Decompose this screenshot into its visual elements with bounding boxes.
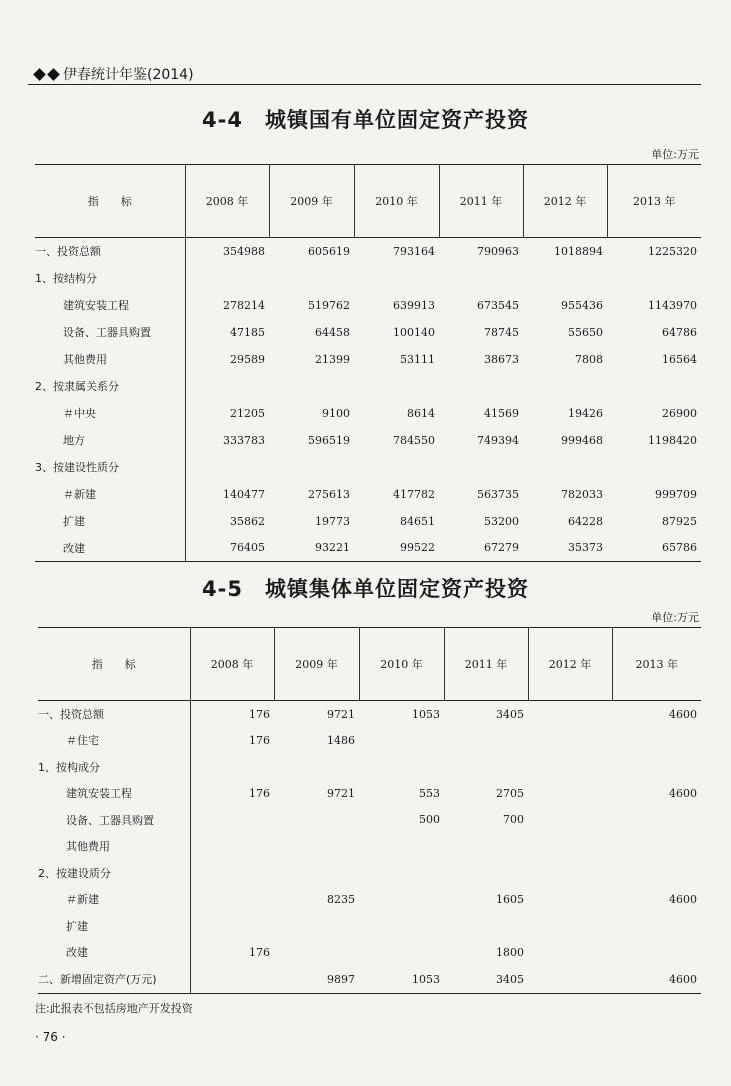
- value-cell: 1143970: [648, 298, 697, 312]
- value-cell: [359, 913, 444, 940]
- value-cell: 596519: [308, 433, 350, 447]
- value-cell: 784550: [393, 433, 435, 447]
- value-cell: [274, 833, 359, 860]
- table2-body: [38, 701, 701, 994]
- value-cell: [444, 913, 528, 940]
- header-rule: [28, 84, 701, 85]
- indicator-column-header: 指 标: [91, 658, 136, 671]
- value-cell: [274, 913, 359, 940]
- table-row: [35, 346, 701, 373]
- value-cell: 176: [249, 733, 270, 747]
- table2-header: [38, 628, 701, 701]
- value-cell: [359, 833, 444, 860]
- value-cell: 700: [503, 813, 524, 827]
- table1-title: 4-4 城镇国有单位固定资产投资: [202, 108, 529, 132]
- value-cell: [354, 265, 439, 292]
- year-column-header: 2009 年: [269, 165, 354, 238]
- value-cell: 3405: [496, 707, 524, 721]
- table-row: [35, 508, 701, 535]
- header-row: [35, 165, 701, 238]
- value-cell: 1800: [496, 945, 524, 959]
- value-cell: 999709: [655, 487, 697, 501]
- value-cell: 87925: [662, 514, 697, 528]
- value-cell: 7808: [575, 352, 603, 366]
- diamond-icon: [33, 68, 46, 81]
- value-cell: [359, 727, 444, 754]
- value-cell: 2705: [496, 786, 524, 800]
- value-cell: [190, 966, 274, 994]
- row-label: 其他费用: [35, 346, 185, 373]
- value-cell: [523, 454, 607, 481]
- value-cell: [444, 727, 528, 754]
- row-label: 扩建: [35, 508, 185, 535]
- row-label: 改建: [35, 535, 185, 562]
- row-label: 建筑安装工程: [35, 292, 185, 319]
- year-column-header: 2013 年: [612, 628, 701, 701]
- value-cell: [607, 265, 701, 292]
- footnote: 注:此报表不包括房地产开发投资: [35, 1002, 193, 1015]
- table-row: [35, 292, 701, 319]
- running-header: [35, 64, 194, 84]
- table-row: [35, 454, 701, 481]
- value-cell: [528, 886, 612, 913]
- value-cell: 140477: [223, 487, 265, 501]
- value-cell: 793164: [393, 244, 435, 258]
- table-row: [38, 701, 701, 728]
- value-cell: 84651: [400, 514, 435, 528]
- value-cell: 26900: [662, 406, 697, 420]
- value-cell: 275613: [308, 487, 350, 501]
- row-label: 1、按构成分: [38, 754, 190, 781]
- value-cell: 9721: [327, 786, 355, 800]
- row-label: 一、投资总额: [38, 701, 190, 728]
- value-cell: [612, 913, 701, 940]
- value-cell: [528, 966, 612, 994]
- value-cell: [523, 265, 607, 292]
- value-cell: 417782: [393, 487, 435, 501]
- table-row: [38, 780, 701, 807]
- value-cell: [612, 939, 701, 966]
- row-label: ＃中央: [35, 400, 185, 427]
- value-cell: [528, 780, 612, 807]
- value-cell: 9721: [327, 707, 355, 721]
- value-cell: [190, 833, 274, 860]
- value-cell: 55650: [568, 325, 603, 339]
- value-cell: 19426: [568, 406, 603, 420]
- value-cell: 4600: [669, 892, 697, 906]
- value-cell: 500: [419, 813, 440, 827]
- value-cell: 790963: [477, 244, 519, 258]
- table-row: [35, 481, 701, 508]
- year-column-header: 2011 年: [444, 628, 528, 701]
- value-cell: 553: [419, 786, 440, 800]
- value-cell: [359, 886, 444, 913]
- value-cell: [612, 807, 701, 834]
- value-cell: 53200: [484, 514, 519, 528]
- table-row: [38, 886, 701, 913]
- row-label: 建筑安装工程: [38, 780, 190, 807]
- year-column-header: 2010 年: [359, 628, 444, 701]
- row-label: ＃新建: [35, 481, 185, 508]
- row-label: 2、按建设质分: [38, 860, 190, 887]
- value-cell: [528, 701, 612, 728]
- table2-title: 4-5 城镇集体单位固定资产投资: [202, 577, 529, 601]
- value-cell: 1053: [412, 972, 440, 986]
- value-cell: [274, 807, 359, 834]
- value-cell: [185, 265, 269, 292]
- value-cell: [185, 454, 269, 481]
- value-cell: 1605: [496, 892, 524, 906]
- year-column-header: 2013 年: [607, 165, 701, 238]
- value-cell: [269, 454, 354, 481]
- table-row: [35, 319, 701, 346]
- value-cell: [528, 913, 612, 940]
- row-label: ＃住宅: [38, 727, 190, 754]
- table-row: [35, 400, 701, 427]
- table-row: [38, 807, 701, 834]
- table-row: [38, 860, 701, 887]
- value-cell: [190, 913, 274, 940]
- value-cell: [354, 454, 439, 481]
- value-cell: 16564: [662, 352, 697, 366]
- value-cell: [444, 833, 528, 860]
- table2: [38, 627, 701, 994]
- value-cell: 4600: [669, 786, 697, 800]
- indicator-column-header: 指 标: [87, 195, 132, 208]
- year-column-header: 2011 年: [439, 165, 523, 238]
- value-cell: 41569: [484, 406, 519, 420]
- table1: [35, 164, 701, 562]
- value-cell: [439, 265, 523, 292]
- row-label: 其他费用: [38, 833, 190, 860]
- value-cell: 47185: [230, 325, 265, 339]
- table1-header: [35, 165, 701, 238]
- value-cell: 67279: [484, 541, 519, 555]
- value-cell: [190, 860, 274, 887]
- page-number: · 76 ·: [35, 1030, 66, 1044]
- value-cell: 100140: [393, 325, 435, 339]
- table2-unit: 单位:万元: [651, 611, 699, 624]
- year-column-header: 2008 年: [185, 165, 269, 238]
- value-cell: [607, 454, 701, 481]
- value-cell: 1053: [412, 707, 440, 721]
- value-cell: [354, 373, 439, 400]
- value-cell: 4600: [669, 707, 697, 721]
- value-cell: [274, 860, 359, 887]
- year-column-header: 2012 年: [523, 165, 607, 238]
- value-cell: [359, 754, 444, 781]
- value-cell: [190, 754, 274, 781]
- row-label: 二、新增固定资产(万元): [38, 966, 190, 994]
- row-label: 设备、工器具购置: [38, 807, 190, 834]
- value-cell: 9100: [322, 406, 350, 420]
- value-cell: 99522: [400, 541, 435, 555]
- row-label: 改建: [38, 939, 190, 966]
- value-cell: 1486: [327, 733, 355, 747]
- value-cell: 4600: [669, 972, 697, 986]
- value-cell: [359, 860, 444, 887]
- value-cell: [612, 727, 701, 754]
- table-row: [38, 939, 701, 966]
- value-cell: [439, 454, 523, 481]
- value-cell: 1225320: [648, 244, 697, 258]
- value-cell: 19773: [315, 514, 350, 528]
- value-cell: 8614: [407, 406, 435, 420]
- row-label: ＃新建: [38, 886, 190, 913]
- table-row: [35, 427, 701, 454]
- year-column-header: 2009 年: [274, 628, 359, 701]
- value-cell: 64786: [662, 325, 697, 339]
- value-cell: 333783: [223, 433, 265, 447]
- row-label: 3、按建设性质分: [35, 454, 185, 481]
- value-cell: 176: [249, 707, 270, 721]
- table-row: [38, 754, 701, 781]
- row-label: 2、按隶属关系分: [35, 373, 185, 400]
- table-row: [38, 727, 701, 754]
- value-cell: 749394: [477, 433, 519, 447]
- table-row: [38, 913, 701, 940]
- table1-body: [35, 238, 701, 562]
- value-cell: 64228: [568, 514, 603, 528]
- value-cell: [528, 860, 612, 887]
- value-cell: [274, 939, 359, 966]
- table-row: [35, 373, 701, 400]
- row-label: 一、投资总额: [35, 238, 185, 265]
- diamond-icon: [47, 68, 60, 81]
- value-cell: 9897: [327, 972, 355, 986]
- value-cell: 21205: [230, 406, 265, 420]
- value-cell: 78745: [484, 325, 519, 339]
- value-cell: 21399: [315, 352, 350, 366]
- value-cell: [439, 373, 523, 400]
- value-cell: [528, 754, 612, 781]
- value-cell: [607, 373, 701, 400]
- value-cell: 35373: [568, 541, 603, 555]
- value-cell: 53111: [400, 352, 435, 366]
- value-cell: [528, 807, 612, 834]
- value-cell: [612, 754, 701, 781]
- value-cell: 605619: [308, 244, 350, 258]
- value-cell: 519762: [308, 298, 350, 312]
- value-cell: 955436: [561, 298, 603, 312]
- value-cell: [612, 860, 701, 887]
- table-row: [35, 265, 701, 292]
- value-cell: [274, 754, 359, 781]
- row-label: 地方: [35, 427, 185, 454]
- value-cell: 8235: [327, 892, 355, 906]
- table1-unit: 单位:万元: [651, 148, 699, 161]
- row-label: 扩建: [38, 913, 190, 940]
- table-row: [35, 535, 701, 562]
- value-cell: 639913: [393, 298, 435, 312]
- value-cell: 1018894: [554, 244, 603, 258]
- value-cell: [190, 886, 274, 913]
- value-cell: 278214: [223, 298, 265, 312]
- value-cell: 176: [249, 786, 270, 800]
- value-cell: 64458: [315, 325, 350, 339]
- value-cell: 93221: [315, 541, 350, 555]
- value-cell: 65786: [662, 541, 697, 555]
- value-cell: [190, 807, 274, 834]
- year-column-header: 2008 年: [190, 628, 274, 701]
- value-cell: 999468: [561, 433, 603, 447]
- value-cell: 673545: [477, 298, 519, 312]
- value-cell: 782033: [561, 487, 603, 501]
- value-cell: 176: [249, 945, 270, 959]
- row-label: 1、按结构分: [35, 265, 185, 292]
- value-cell: [528, 727, 612, 754]
- value-cell: [269, 373, 354, 400]
- year-column-header: 2010 年: [354, 165, 439, 238]
- row-label: 设备、工器具购置: [35, 319, 185, 346]
- value-cell: [269, 265, 354, 292]
- value-cell: 38673: [484, 352, 519, 366]
- value-cell: [185, 373, 269, 400]
- value-cell: 354988: [223, 244, 265, 258]
- year-column-header: 2012 年: [528, 628, 612, 701]
- value-cell: [528, 833, 612, 860]
- value-cell: [528, 939, 612, 966]
- book-title: 伊春统计年鉴(2014): [63, 67, 194, 83]
- table-row: [38, 833, 701, 860]
- value-cell: 1198420: [648, 433, 697, 447]
- value-cell: 35862: [230, 514, 265, 528]
- value-cell: [444, 754, 528, 781]
- value-cell: 29589: [230, 352, 265, 366]
- header-row: [38, 628, 701, 701]
- value-cell: [612, 833, 701, 860]
- value-cell: [444, 860, 528, 887]
- value-cell: [359, 939, 444, 966]
- table-row: [38, 966, 701, 994]
- table-row: [35, 238, 701, 265]
- value-cell: [523, 373, 607, 400]
- value-cell: 3405: [496, 972, 524, 986]
- value-cell: 76405: [230, 541, 265, 555]
- value-cell: 563735: [477, 487, 519, 501]
